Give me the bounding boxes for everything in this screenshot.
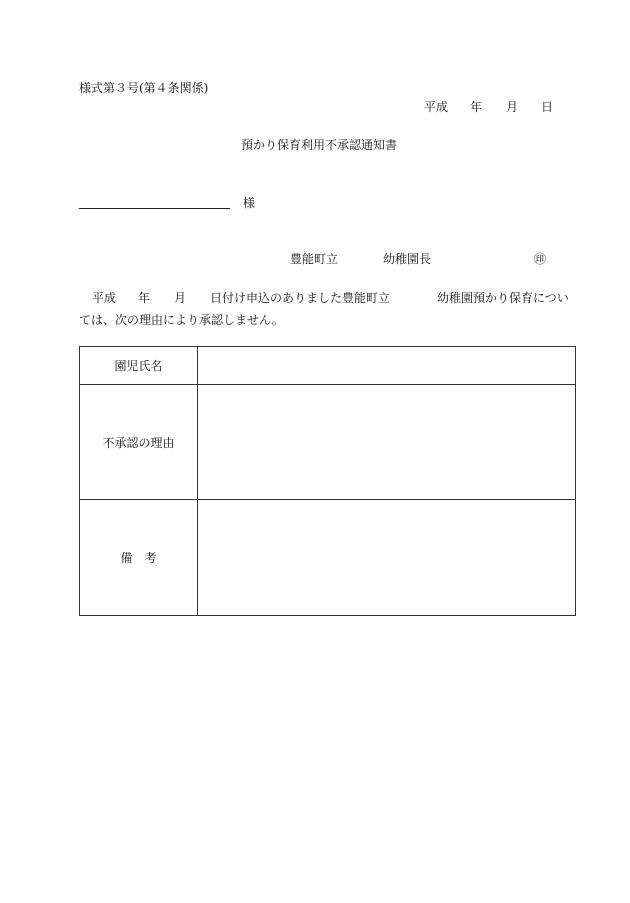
sender-town: 豊能町立 [290, 252, 339, 266]
row-label: 不承認の理由 [80, 385, 198, 500]
body-text-line2: ては、次の理由により承認しません。 [79, 313, 284, 327]
sender-position: 幼稚園長 [383, 252, 432, 266]
date-era: 平成 [424, 100, 449, 114]
seal-mark: ㊞ [534, 252, 547, 266]
row-value [198, 500, 576, 616]
info-table [79, 346, 576, 616]
row-label: 園児氏名 [80, 347, 198, 385]
date-day: 日 [541, 100, 554, 114]
row-label: 備 考 [80, 500, 198, 616]
date-year: 年 [470, 100, 483, 114]
body-month: 月 [174, 291, 187, 305]
addressee-suffix: 様 [243, 196, 256, 210]
document-title: 預かり保育利用不承認通知書 [241, 138, 398, 152]
body-text-part1: 日付け申込のありました豊能町立 [210, 291, 391, 305]
date-month: 月 [506, 100, 519, 114]
row-value [198, 347, 576, 385]
body-era: 平成 [92, 291, 117, 305]
addressee-line [79, 208, 230, 209]
form-number: 様式第３号(第４条関係) [79, 81, 209, 95]
body-text-part2: 幼稚園預かり保育につい [437, 291, 569, 305]
row-value [198, 385, 576, 500]
body-year: 年 [138, 291, 151, 305]
table-row [80, 385, 576, 500]
table-row [80, 500, 576, 616]
table-row [80, 347, 576, 385]
